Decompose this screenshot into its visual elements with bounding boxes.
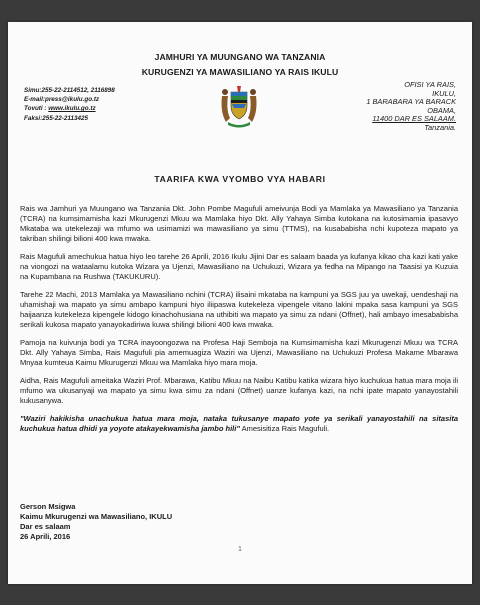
page-number: 1 [238,546,242,553]
press-release-title: TAARIFA KWA VYOMBO VYA HABARI [154,174,326,184]
address-line: Tanzania. [424,122,456,132]
website-link[interactable]: www.ikulu.go.tz [48,105,96,113]
quote-paragraph [20,414,458,434]
quote-text: "Waziri hakikisha unachukua hatua mara moja, nataka tukusanye mapato yote ya serikali yanayostahili na sitasita kuchukua hatua dhidi ya yoyote atakayekwamisha jambo hili" [20,414,458,433]
paragraph: Aidha, Rais Magufuli ameitaka Waziri Prof. Mbarawa, Katibu Mkuu na Naibu Katibu katika wizara hiyo kuchukua hatua mara moja ili mfumo wa ukusanyaji wa mapato ya simu kwa simu za ndani (Offnet) uanze kufanya kazi, na nchi ipate mapato yanayostahili kukusanywa. [20,376,458,405]
address-block [366,81,456,133]
signatory-position: Kaimu Mkurugenzi wa Mawasiliano, IKULU [20,512,173,521]
paragraph: Rais Magufuli amechukua hatua hiyo leo tarehe 26 Aprili, 2016 Ikulu Jijini Dar es salaam baada ya kufanya kikao cha kazi kati yake na viongozi na wataalamu kutoka Wizara ya Ujenzi, Mawasiliano na Uchukuzi, Wizara ya fedha na Mipango na Taasisi ya Kuzuia na Kupambana na Rushwa (TAKUKURU). [20,252,458,281]
coat-of-arms-icon [218,82,260,130]
header-republic: JAMHURI YA MUUNGANO WA TANZANIA [154,52,326,62]
address-line: OFISI YA RAIS, [404,80,456,89]
contact-email[interactable]: E-mail:press@ikulu.go.tz [24,96,100,104]
paragraph: Tarehe 22 Machi, 2013 Mamlaka ya Mawasiliano nchini (TCRA) ilisaini mkataba na kampuni ya SGS juu ya uwekaji, uendeshaji na uhamishaji wa mapato ya simu ambapo kampuni hiyo iliipaswa kutekeleza vipengele vitano lakini mpaka sasa kampuni ya SGS haijaanza kutekeleza kipengele kidogo kinachohusiana na uthibiti wa mapato ya simu za ndani (Offnet), hali ambayo imesababisha serikali kukosa mapato yanayokadiriwa kuwa shilingi bilioni 400 kwa mwaka. [20,290,458,329]
signature-date: 26 Aprili, 2016 [20,532,71,541]
signature-block [20,502,172,542]
document-page [8,22,472,584]
website-label: Tovuti : [24,105,47,113]
quote-attribution: Amesisitiza Rais Magufuli. [241,424,330,433]
body-text [20,204,458,442]
header-directorate: KURUGENZI YA MAWASILIANO YA RAIS IKULU [141,67,339,77]
contact-block [24,86,115,123]
address-line: IKULU, [432,88,456,98]
address-line: 1 BARABARA YA BARACK [366,97,456,107]
signature-city: Dar es salaam [20,522,71,531]
paragraph: Pamoja na kuivunja bodi ya TCRA inayoongozwa na Profesa Haji Semboja na Kumsimamisha kazi Mkurugenzi Mkuu wa TCRA Dkt. Ally Yahaya Simba, Rais Magufuli pia amemuagiza Waziri wa Ujenzi, Mawasiliano na Uchukuzi Profesa Makame Mbarawa Mnyaa kumteua Kaimu Mkurugenzi Mkuu wa Mamlaka hiyo mara moja. [20,338,458,367]
contact-fax: Faksi:255-22-2113425 [24,114,88,122]
contact-website [24,104,115,113]
contact-phone: Simu:255-22-2114512, 2116898 [24,87,115,94]
paragraph: Rais wa Jamhuri ya Muungano wa Tanzania Dkt. John Pombe Magufuli ameivunja Bodi ya Mamlaka ya Mawasiliano ya Tanzania (TCRA) na kumsimamisha kazi Mkurugenzi Mkuu wa Mamlaka hiyo Dkt. Ally Yahaya Simba kutokana na kutosimamia ipasavyo Mkataba wa utekelezaji wa mfumo wa usimamizi wa mawasiliano ya simu (TTMS), na kusababisha nchi kupoteza mapato ya takriban shilingi bilioni 400 kwa mwaka. [20,204,458,243]
address-line: OBAMA, [427,105,456,115]
address-line: 11400 DAR ES SALAAM. [372,114,456,124]
signatory-name: Gerson Msigwa [20,502,76,511]
